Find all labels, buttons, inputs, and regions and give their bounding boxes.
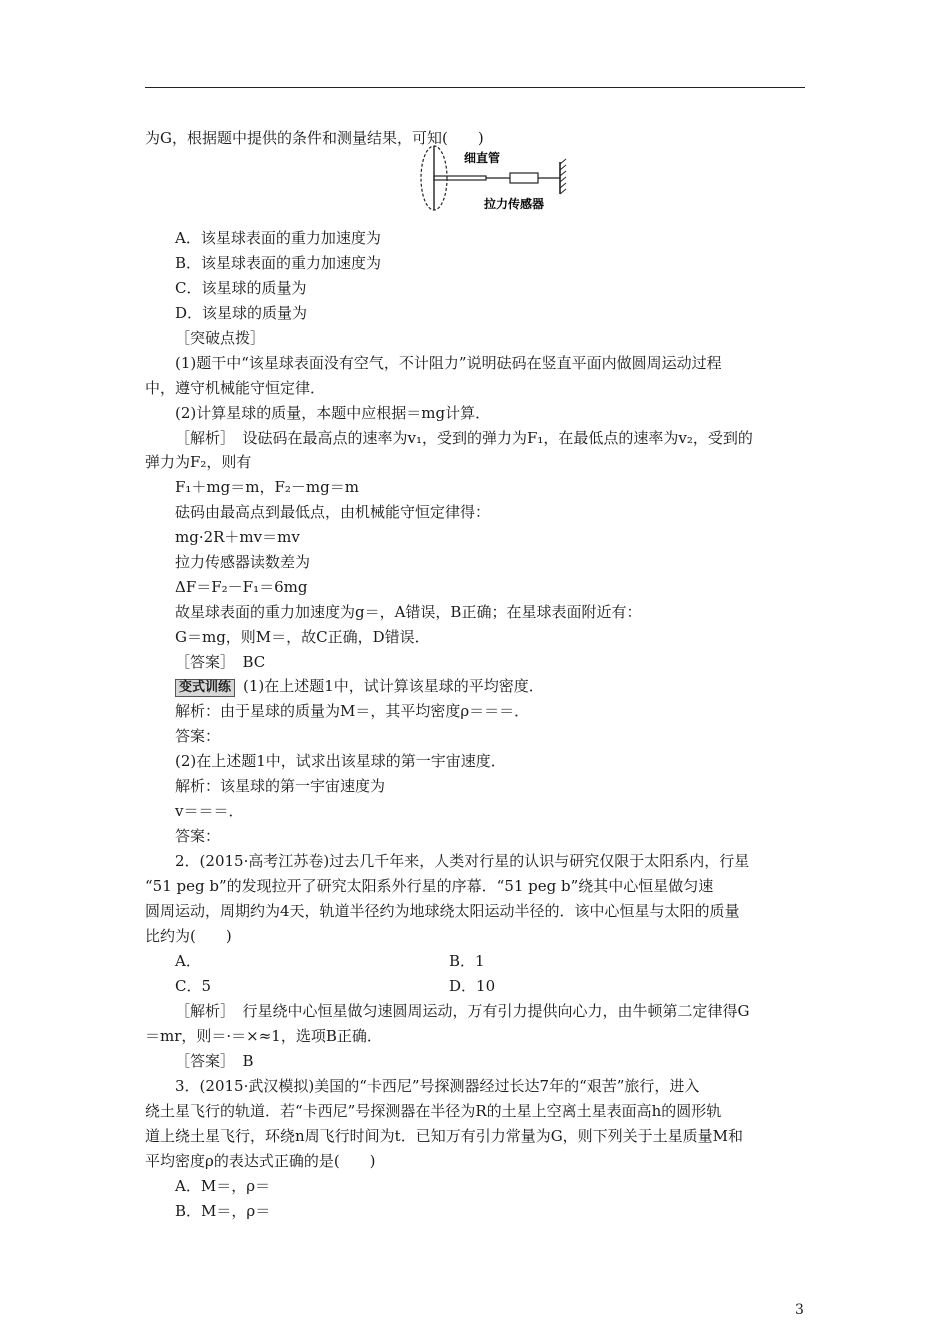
option-a: A．: [175, 952, 201, 970]
label-tube: 细直管: [464, 151, 501, 165]
text-line: 弹力为F₂，则有: [145, 453, 252, 471]
text-line: 中，遵守机械能守恒定律．: [145, 379, 326, 397]
text-line: G＝mg，则M＝，故C正确，D错误．: [175, 628, 430, 646]
variation-line: 变式训练 (1)在上述题1中，试计算该星球的平均密度．: [175, 676, 544, 697]
equation-line: mg·2R＋mv＝mv: [175, 528, 300, 546]
question-3-line: 3．(2015·武汉模拟)美国的“卡西尼”号探测器经过长达7年的“艰苦”旅行，进入: [175, 1077, 700, 1095]
answer-line: ［答案］ B: [175, 1052, 254, 1070]
apparatus-figure: [412, 142, 582, 214]
question-2-line: 2．(2015·高考江苏卷)过去几千年来，人类对行星的认识与研究仅限于太阳系内，行星: [175, 852, 750, 870]
text-line: (1)题干中“该星球表面没有空气，不计阻力”说明砝码在竖直平面内做圆周运动过程: [175, 354, 722, 372]
analysis-line: ［解析］ 设砝码在最高点的速率为v₁，受到的弹力为F₁，在最低点的速率为v₂，受到的: [175, 429, 753, 447]
header-rule: [145, 87, 805, 88]
text-line: 故星球表面的重力加速度为g＝，A错误，B正确；在星球表面附近有：: [175, 603, 642, 621]
option-b: B．M＝，ρ＝: [175, 1202, 271, 1220]
text-line: 圆周运动，周期约为4天，轨道半径约为地球绕太阳运动半径的．该中心恒星与太阳的质量: [145, 902, 740, 920]
option-b: B．该星球表面的重力加速度为: [175, 254, 382, 272]
analysis-line: ［解析］ 行星绕中心恒星做匀速圆周运动，万有引力提供向心力，由牛顿第二定律得G: [175, 1002, 750, 1020]
equation-line: v＝＝＝．: [175, 802, 244, 820]
text-line: 解析：由于星球的质量为M＝，其平均密度ρ＝＝＝．: [175, 702, 530, 720]
section-heading: ［突破点拨］: [175, 329, 266, 347]
text-line: 比约为( ): [145, 927, 232, 945]
option-c: C．该星球的质量为: [175, 279, 307, 297]
text-line: ＝mr，则＝·＝×≈1，选项B正确．: [145, 1027, 382, 1045]
text-line: 道上绕土星飞行，环绕n周飞行时间为t．已知万有引力常量为G，则下列关于土星质量M和: [145, 1127, 744, 1145]
option-b: B．1: [449, 952, 485, 970]
text-line: 绕土星飞行的轨道．若“卡西尼”号探测器在半径为R的土星上空离土星表面高h的圆形轨: [145, 1102, 722, 1120]
text-line: 答案：: [175, 827, 221, 845]
equation-line: ΔF＝F₂－F₁＝6mg: [175, 578, 308, 596]
option-d: D．该星球的质量为: [175, 304, 308, 322]
text-line: 砝码由最高点到最低点，由机械能守恒定律得：: [175, 503, 491, 521]
question-stem-end: 为G，根据题中提供的条件和测量结果，可知( ): [145, 129, 484, 147]
option-a: A．M＝，ρ＝: [175, 1177, 271, 1195]
text-line: (2)计算星球的质量，本题中应根据＝mg计算．: [175, 404, 491, 422]
equation-line: F₁＋mg＝m，F₂－mg＝m: [175, 478, 359, 496]
text-line: 平均密度ρ的表达式正确的是( ): [145, 1152, 376, 1170]
text-line: “51 peg b”的发现拉开了研究太阳系外行星的序幕．“51 peg b”绕其中心恒星做匀速: [145, 877, 714, 895]
label-sensor: 拉力传感器: [484, 197, 545, 211]
option-a: A．该星球表面的重力加速度为: [175, 229, 381, 247]
variation-tag: 变式训练: [175, 679, 235, 697]
text-line: 解析：该星球的第一宇宙速度为: [175, 777, 386, 795]
option-d: D．10: [449, 977, 496, 995]
text-line: (2)在上述题1中，试求出该星球的第一宇宙速度．: [175, 752, 506, 770]
text-line: 答案：: [175, 727, 221, 745]
answer-line: ［答案］ BC: [175, 653, 266, 671]
option-c: C．5: [175, 977, 212, 995]
page-number: 3: [795, 1302, 804, 1318]
text-line: 拉力传感器读数差为: [175, 553, 311, 571]
